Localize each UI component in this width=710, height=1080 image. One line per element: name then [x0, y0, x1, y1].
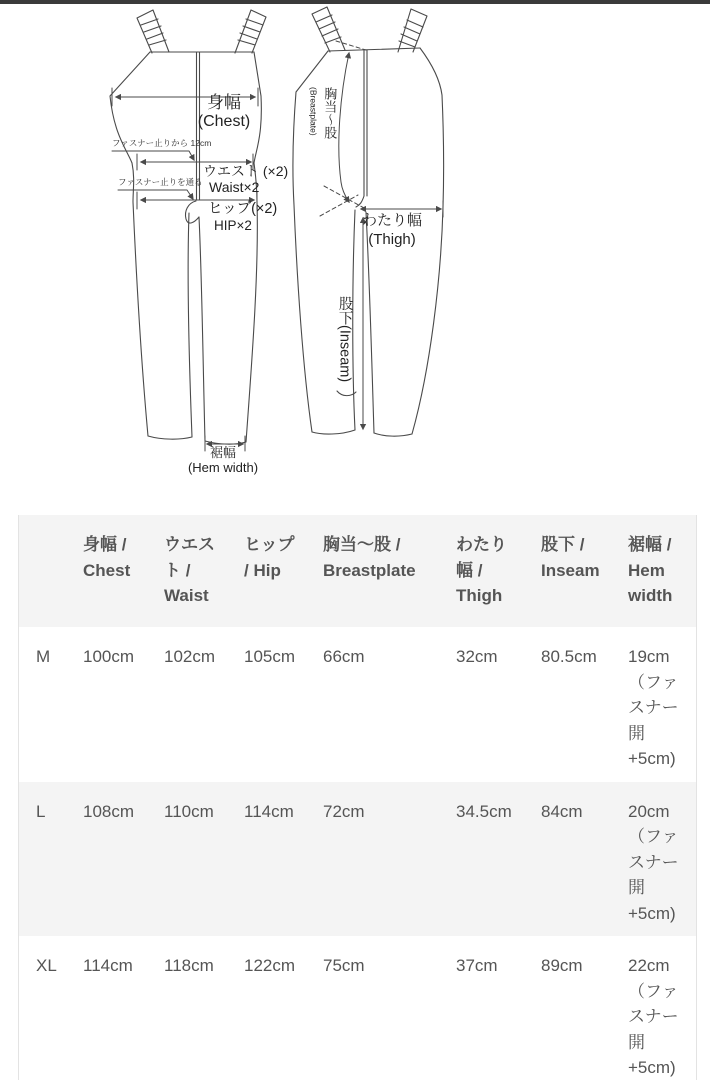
- header-cell-waist: ウエスト / Waist: [164, 535, 215, 605]
- zipper-note-bottom: ファスナー止りを通る: [118, 177, 203, 187]
- header-cell-size: [19, 515, 83, 627]
- chest-measure-label: [193, 93, 255, 131]
- header-cell-chest: 身幅 / Chest: [83, 535, 131, 580]
- size-label: M: [36, 647, 51, 666]
- garment-measurement-diagram: [0, 0, 710, 510]
- inseam-value: 89cm: [541, 956, 583, 975]
- hem-width-value: 22cm（ファスナー開+5cm): [628, 956, 679, 1077]
- waist-value: 118cm: [164, 956, 214, 975]
- breastplate-value: 66cm: [323, 647, 365, 666]
- chest-value: 100cm: [83, 647, 135, 666]
- hip-label-ja: ヒップ(×2): [208, 201, 278, 217]
- table-row-size-xl: [19, 936, 696, 1080]
- waist-value: 110cm: [164, 801, 214, 821]
- header-cell-thigh: わたり幅 / Thigh: [456, 535, 507, 605]
- overalls-line-drawing: [0, 0, 710, 510]
- thigh-value: 37cm: [456, 956, 498, 975]
- chest-value: 108cm: [83, 801, 135, 821]
- breastplate-label-ja: 胸当～股: [322, 87, 338, 139]
- header-cell-hem-width: 裾幅 / Hem width: [628, 535, 673, 605]
- waist-label-ja: ウエスト (×2): [203, 163, 289, 179]
- hip-label-en: HIP×2: [214, 217, 252, 233]
- inseam-value: 84cm: [541, 801, 583, 821]
- breastplate-label-en: (Breastplate): [308, 87, 319, 136]
- header-cell-hip: ヒップ / Hip: [244, 535, 295, 580]
- thigh-label-en: (Thigh): [368, 230, 416, 248]
- waist-measure-label: [203, 163, 288, 195]
- hip-value: 114cm: [244, 801, 294, 821]
- thigh-measure-label: [353, 212, 431, 250]
- hem-width-value: 19cm（ファスナー開+5cm): [628, 647, 679, 768]
- chest-label-en: (Chest): [197, 112, 251, 130]
- header-cell-inseam: 股下 / Inseam: [541, 535, 600, 580]
- hem-label-ja: 裾幅: [209, 445, 236, 460]
- table-row-size-m: [19, 627, 696, 782]
- hem-width-value: 20cm（ファスナー開+5cm): [628, 801, 679, 923]
- hem-label-en: (Hem width): [187, 459, 259, 475]
- size-label: XL: [36, 956, 57, 975]
- inseam-value: 80.5cm: [541, 647, 597, 666]
- chest-value: 114cm: [83, 956, 133, 975]
- hip-value: 122cm: [244, 956, 296, 975]
- breastplate-value: 75cm: [323, 956, 365, 975]
- size-label: L: [36, 801, 46, 821]
- thigh-label-ja: わたり幅: [361, 212, 422, 229]
- waist-value: 102cm: [164, 647, 216, 666]
- chest-label-ja: 身幅: [207, 93, 241, 112]
- thigh-value: 34.5cm: [456, 801, 512, 821]
- header-cell-breastplate: 胸当～股 / Breastplate: [323, 535, 416, 580]
- size-table: [18, 515, 697, 1080]
- breastplate-measure-label: [306, 87, 337, 197]
- zipper-note-top: ファスナー止りから 12cm: [112, 138, 212, 148]
- hip-measure-label: [208, 201, 277, 233]
- breastplate-value: 72cm: [323, 801, 365, 821]
- waist-label-en: Waist×2: [209, 179, 260, 196]
- thigh-value: 32cm: [456, 647, 498, 666]
- inseam-measure-label: 股下(Inseam): [336, 296, 353, 383]
- table-row-size-l: [19, 782, 696, 937]
- hip-value: 105cm: [244, 647, 296, 666]
- hem-width-measure-label: [175, 446, 271, 476]
- size-table-header-row: [19, 515, 696, 627]
